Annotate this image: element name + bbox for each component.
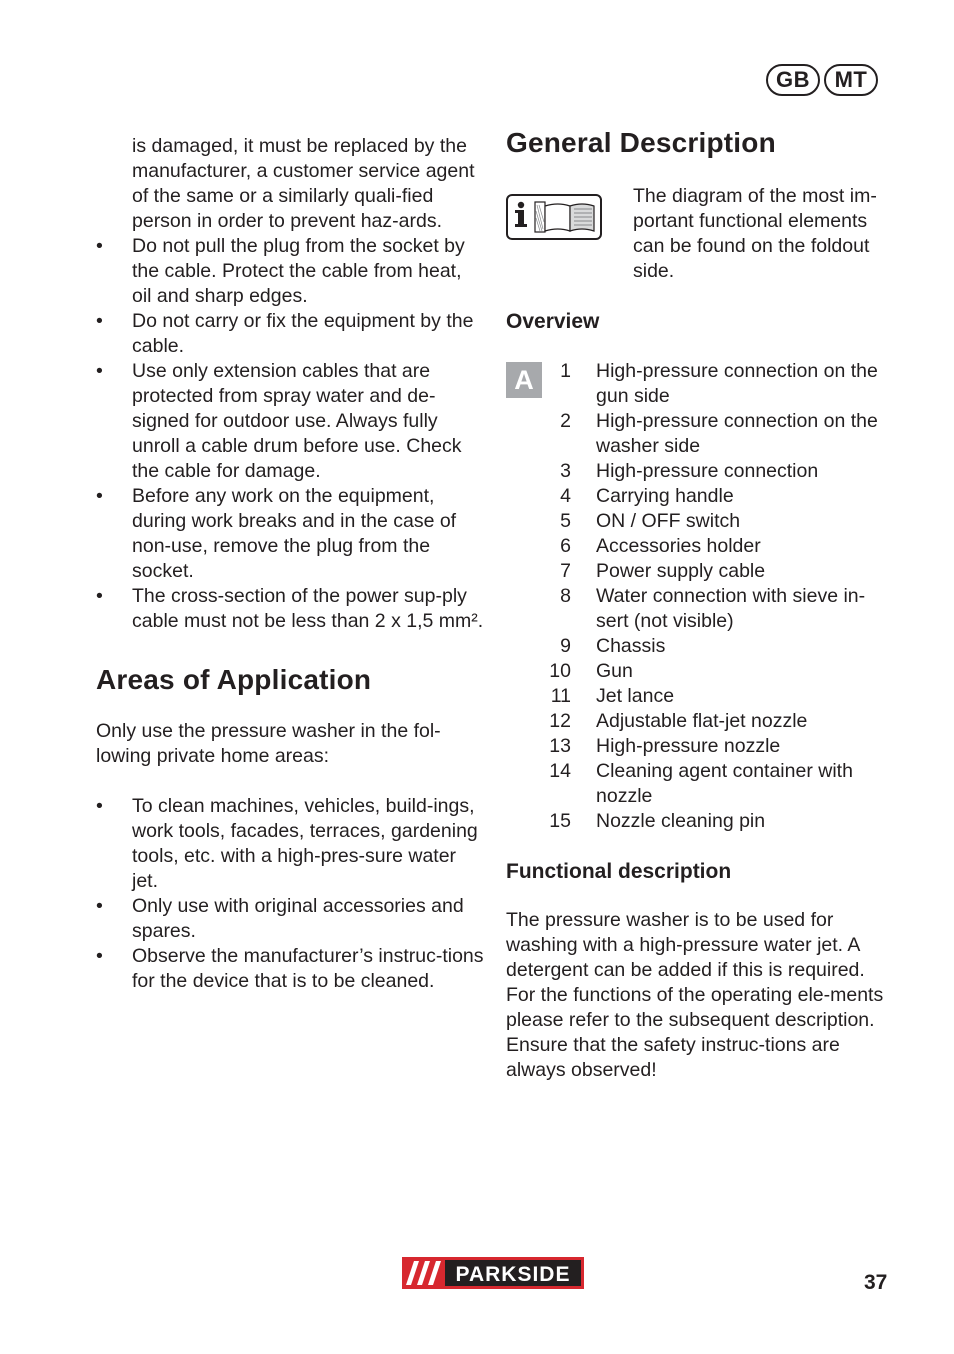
continuation-paragraph: is damaged, it must be replaced by the manufacturer, a customer service agent of the same or a similarly quali-fied person in order to prevent haz-ards. [132, 135, 475, 232]
overview-item [542, 459, 896, 484]
overview-item [542, 734, 896, 759]
lang-badge-mt: MT [824, 64, 878, 96]
overview-heading: Overview [506, 310, 600, 333]
list-item [96, 309, 486, 359]
parkside-logo [402, 1257, 584, 1296]
bullet-text: Use only extension cables that are protected from spray water and de-signed for outdoor use. Always fully unroll a cable drum before use. Check the cable for damage. [132, 360, 462, 482]
bullet-text: Before any work on the equipment, during work breaks and in the case of non-use, remove the plug from the socket. [132, 485, 457, 582]
list-item [96, 794, 486, 894]
overview-item [542, 684, 896, 709]
info-note [506, 184, 896, 284]
bullet-text: The cross-section of the power sup-ply cable must not be less than 2 x 1,5 mm². [132, 585, 484, 632]
overview-item [542, 509, 896, 534]
overview-item-label: High-pressure connection on the washer side [596, 410, 878, 457]
left-column [96, 134, 486, 994]
overview-item-label: Carrying handle [596, 485, 734, 507]
areas-bullet-list [96, 794, 486, 994]
bullet-text: Observe the manufacturer’s instruc-tions for the device that is to be cleaned. [132, 945, 484, 992]
overview-item-label: Cleaning agent container with nozzle [596, 760, 853, 807]
overview-item [542, 409, 896, 459]
areas-of-application-heading: Areas of Application [96, 664, 372, 695]
overview-item-label: Adjustable flat-jet nozzle [596, 710, 808, 732]
general-description-heading: General Description [506, 127, 776, 158]
bullet-text: To clean machines, vehicles, build-ings, work tools, facades, terraces, gardening tools, etc. with a high-pres-sure water jet. [132, 795, 478, 892]
overview-items [542, 359, 896, 834]
bullet-glyph: • [96, 235, 103, 257]
functional-description-text: The pressure washer is to be used for washing with a high-pressure water jet. A detergent can be added if this is required. For the functions of the operating ele-ments please refer to the subsequent description. Ensure that the safety instruc-tions are always observed! [506, 909, 884, 1081]
list-item [96, 944, 486, 994]
info-manual-icon [506, 194, 602, 240]
overview-item [542, 659, 896, 684]
overview-item-number: 6 [560, 535, 571, 557]
right-column [506, 126, 896, 1083]
overview-item [542, 634, 896, 659]
bullet-glyph: • [96, 310, 103, 332]
overview-item-label: High-pressure connection [596, 460, 819, 482]
overview-item [542, 534, 896, 559]
overview-list [506, 359, 896, 834]
overview-item-number: 1 [560, 360, 571, 382]
overview-item-label: High-pressure nozzle [596, 735, 781, 757]
overview-item [542, 559, 896, 584]
list-item [96, 234, 486, 309]
overview-item-number: 5 [560, 510, 571, 532]
lang-badge-gb: GB [766, 64, 820, 96]
overview-item [542, 709, 896, 734]
overview-item-number: 3 [560, 460, 571, 482]
overview-item-number: 9 [560, 635, 571, 657]
list-item [96, 584, 486, 634]
overview-item [542, 359, 896, 409]
list-item [96, 894, 486, 944]
list-item [96, 484, 486, 584]
overview-item-label: High-pressure connection on the gun side [596, 360, 878, 407]
functional-description-heading: Functional description [506, 860, 732, 883]
overview-item [542, 759, 896, 809]
overview-item-number: 12 [549, 710, 571, 732]
bullet-glyph: • [96, 485, 103, 507]
overview-item-number: 7 [560, 560, 571, 582]
overview-item-number: 14 [549, 760, 571, 782]
areas-intro-paragraph: Only use the pressure washer in the fol-lowing private home areas: [96, 720, 441, 767]
bullet-glyph: • [96, 360, 103, 382]
language-badges [766, 64, 878, 96]
overview-item [542, 484, 896, 509]
bullet-glyph: • [96, 585, 103, 607]
general-description-text: The diagram of the most im-portant functional elements can be found on the foldout side. [633, 185, 877, 282]
bullet-text: Do not pull the plug from the socket by the cable. Protect the cable from heat, oil and sharp edges. [132, 235, 465, 307]
list-item [96, 359, 486, 484]
bullet-text: Only use with original accessories and spares. [132, 895, 464, 942]
overview-item-number: 4 [560, 485, 571, 507]
overview-item-label: Jet lance [596, 685, 675, 707]
overview-item-number: 15 [549, 810, 571, 832]
bullet-glyph: • [96, 895, 103, 917]
overview-item-number: 13 [549, 735, 571, 757]
overview-item-label: Power supply cable [596, 560, 766, 582]
overview-item [542, 584, 896, 634]
bullet-glyph: • [96, 795, 103, 817]
overview-item-number: 8 [560, 585, 571, 607]
overview-item-label: Nozzle cleaning pin [596, 810, 766, 832]
overview-item-number: 11 [550, 685, 571, 707]
overview-item-label: Gun [596, 660, 633, 682]
overview-item-label: Accessories holder [596, 535, 761, 557]
logo-text: PARKSIDE [455, 1263, 571, 1286]
bullet-glyph: • [96, 945, 103, 967]
overview-item-number: 2 [560, 410, 571, 432]
figure-a-badge: A [506, 362, 542, 398]
overview-item-label: ON / OFF switch [596, 510, 741, 532]
safety-bullet-list [96, 234, 486, 634]
overview-item [542, 809, 896, 834]
overview-item-number: 10 [549, 660, 571, 682]
page-number: 37 [864, 1271, 888, 1294]
overview-item-label: Water connection with sieve in-sert (not visible) [596, 585, 866, 632]
bullet-text: Do not carry or fix the equipment by the cable. [132, 310, 474, 357]
overview-item-label: Chassis [596, 635, 666, 657]
